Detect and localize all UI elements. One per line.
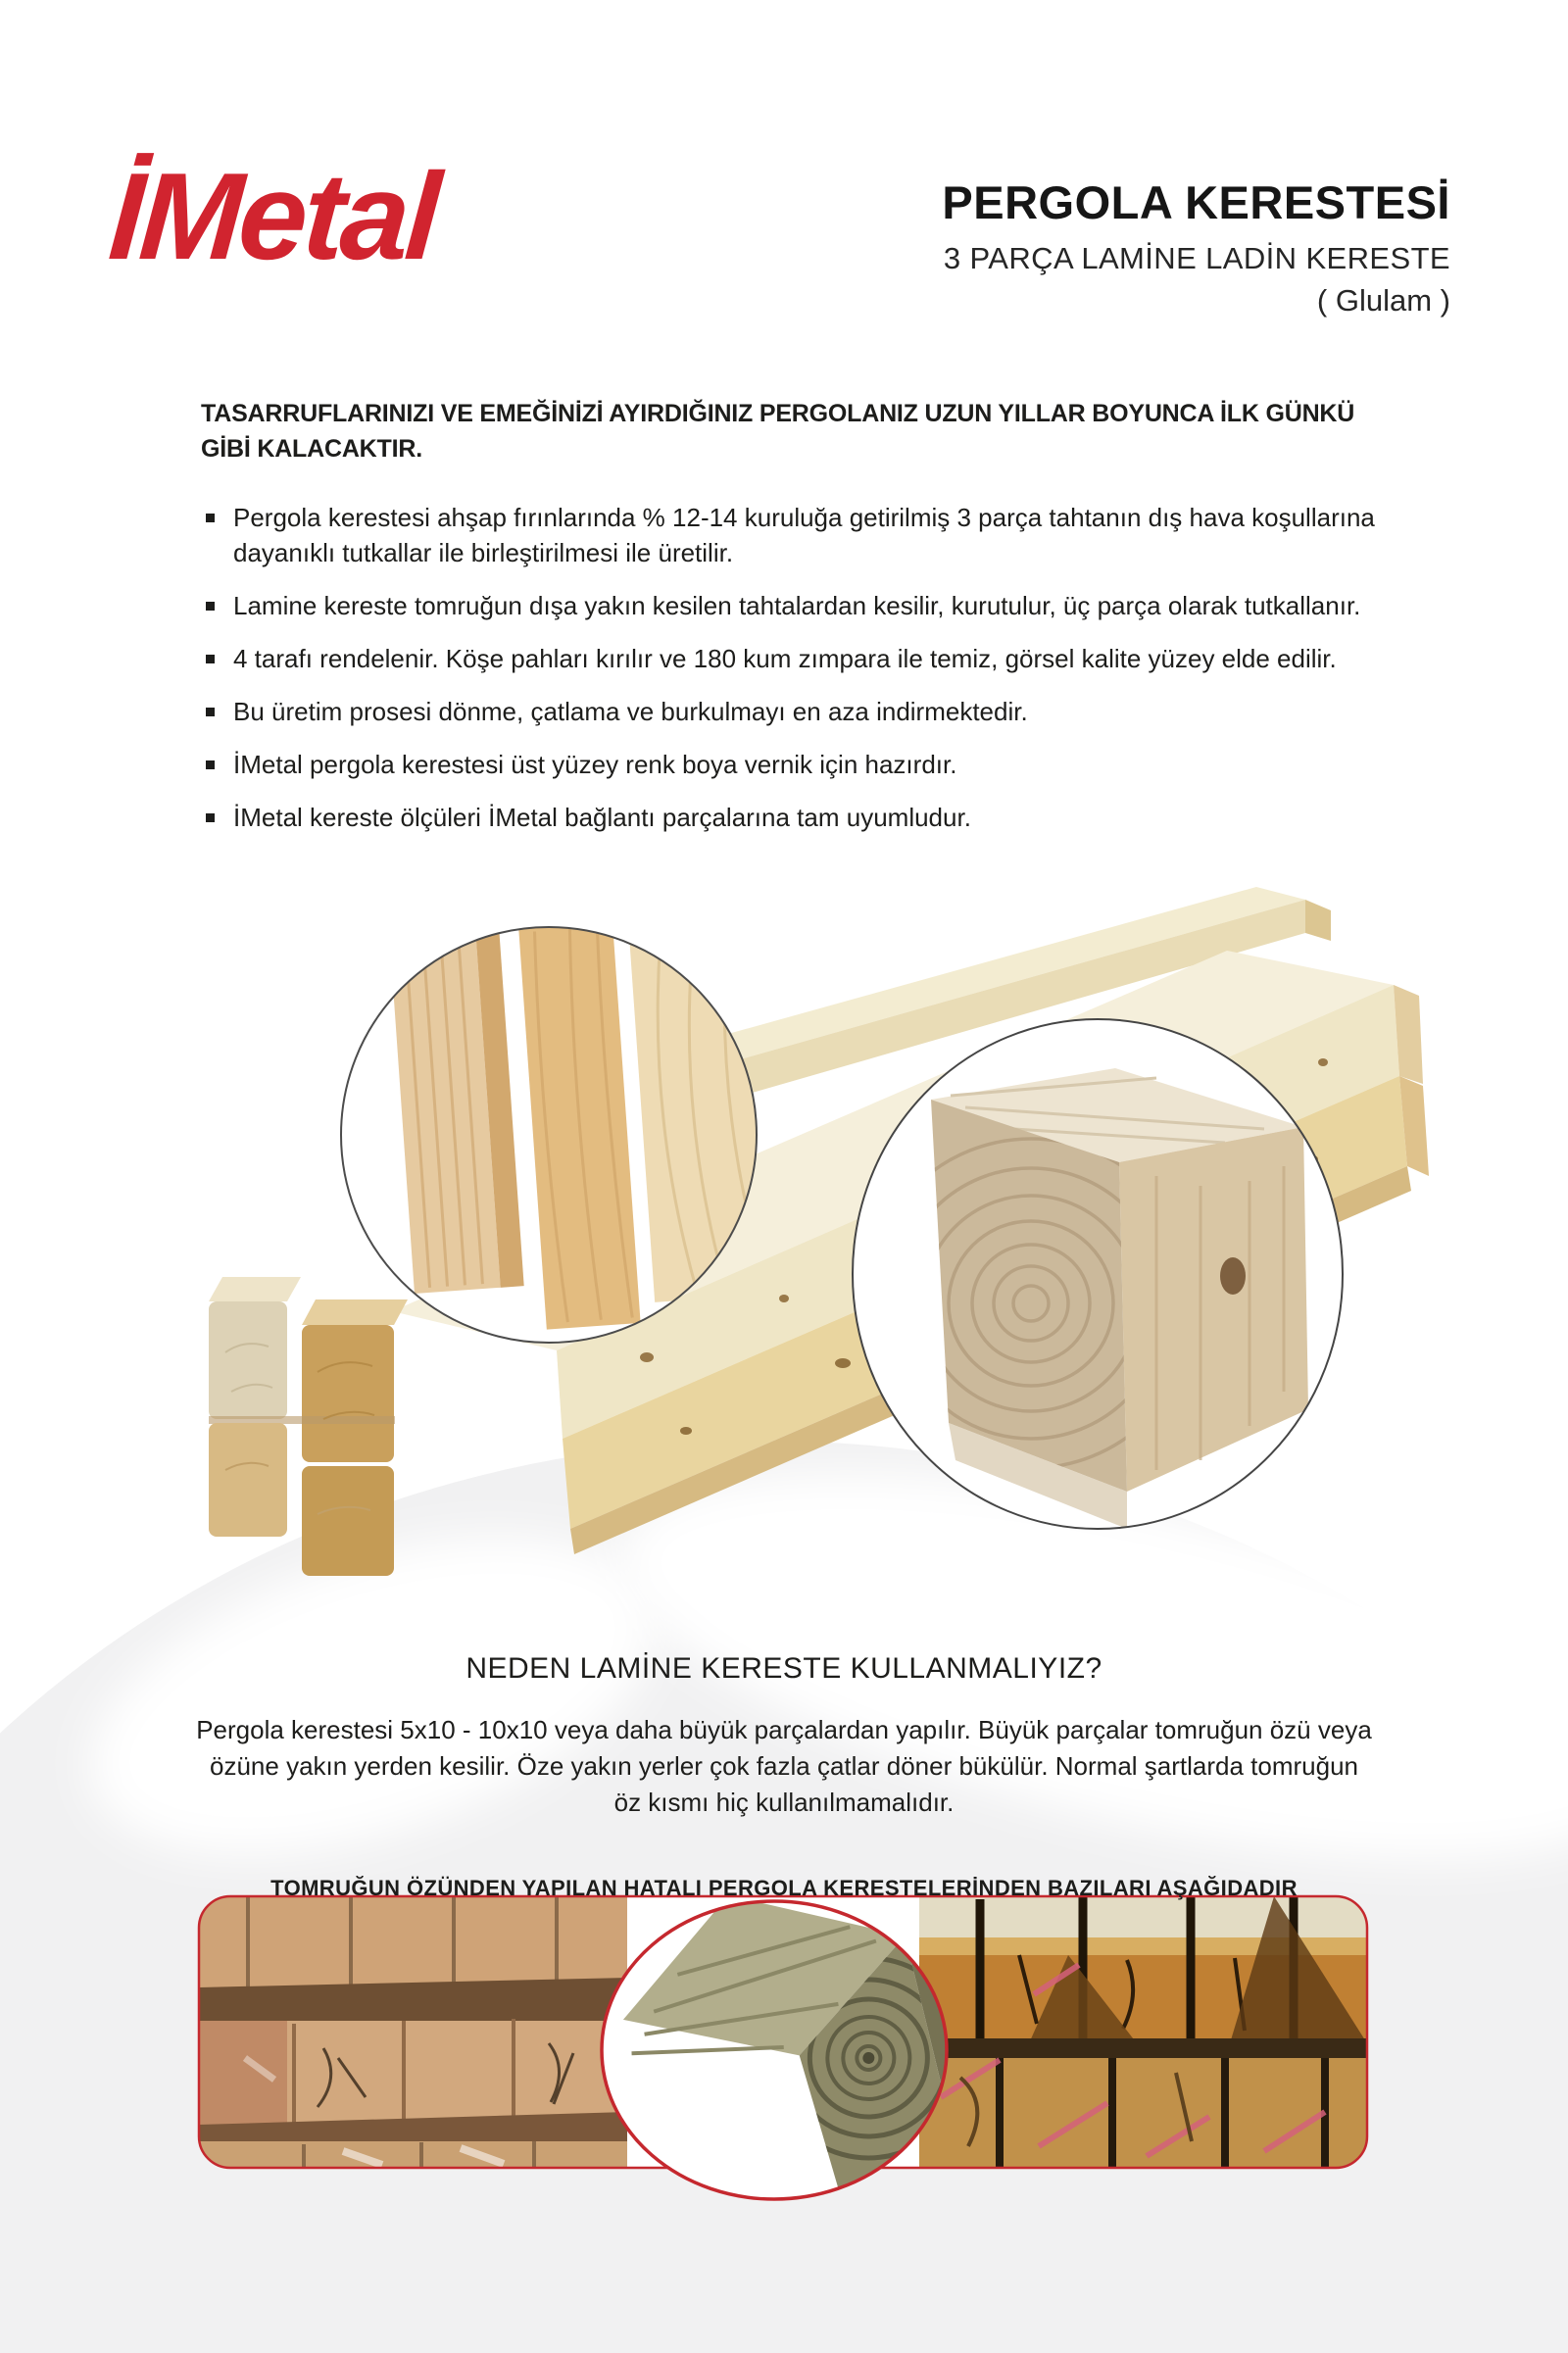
bullet-item: 4 tarafı rendelenir. Köşe pahları kırılır ve 180 kum zımpara ile temiz, görsel kalite yüzey elde edilir.	[201, 641, 1392, 676]
faulty-lumber-subheading: TOMRUĞUN ÖZÜNDEN YAPILAN HATALI PERGOLA KERESTELERİNDEN BAZILARI AŞAĞIDADIR	[270, 1876, 1298, 1900]
beam-end-stack	[209, 1277, 408, 1576]
bullet-item: İMetal kereste ölçüleri İMetal bağlantı parçalarına tam uyumludur.	[201, 800, 1392, 835]
imetal-logo: İMetal	[105, 147, 442, 285]
why-heading: NEDEN LAMİNE KERESTE KULLANMALIYIZ?	[466, 1652, 1102, 1685]
intro-section	[201, 396, 1392, 853]
why-laminated-section	[0, 1652, 1568, 1901]
bullet-item: Lamine kereste tomruğun dışa yakın kesilen tahtalardan kesilir, kurutulur, üç parça olarak tutkallanır.	[201, 588, 1392, 623]
callout-right-circle	[853, 1019, 1343, 1529]
page-subtitle: 3 PARÇA LAMİNE LADİN KERESTE	[943, 241, 1450, 276]
intro-heading: TASARRUFLARINIZI VE EMEĞİNİZİ AYIRDIĞINIZ PERGOLANIZ UZUN YILLAR BOYUNCA İLK GÜNKÜ GİBİ KALACAKTIR.	[201, 400, 1355, 463]
page-subtitle-glulam: ( Glulam )	[1316, 283, 1450, 319]
bullet-item: İMetal pergola kerestesi üst yüzey renk boya vernik için hazırdır.	[201, 747, 1392, 782]
why-paragraph: Pergola kerestesi 5x10 - 10x10 veya daha büyük parçalardan yapılır. Büyük parçalar tomruğun özü veya özüne yakın yerden kesilir. Öze yakın yerler çok fazla çatlar döner bükülür. Normal şartlarda tomruğun öz kısmı hiç kullanılmamalıdır.	[196, 1715, 1372, 1817]
bullet-item: Pergola kerestesi ahşap fırınlarında % 12-14 kuruluğa getirilmiş 3 parça tahtanın dış hava koşullarına dayanıklı tutkallar ile birleştirilmesi ile üretilir.	[201, 500, 1392, 570]
page-title: PERGOLA KERESTESİ	[942, 176, 1450, 228]
document-header	[942, 178, 1450, 319]
cracked-lumber-photo	[919, 1896, 1367, 2168]
bullet-item: Bu üretim prosesi dönme, çatlama ve burkulmayı en aza indirmektedir.	[201, 694, 1392, 729]
stacked-lumber-photo	[199, 1896, 627, 2168]
feature-bullet-list	[201, 500, 1392, 835]
